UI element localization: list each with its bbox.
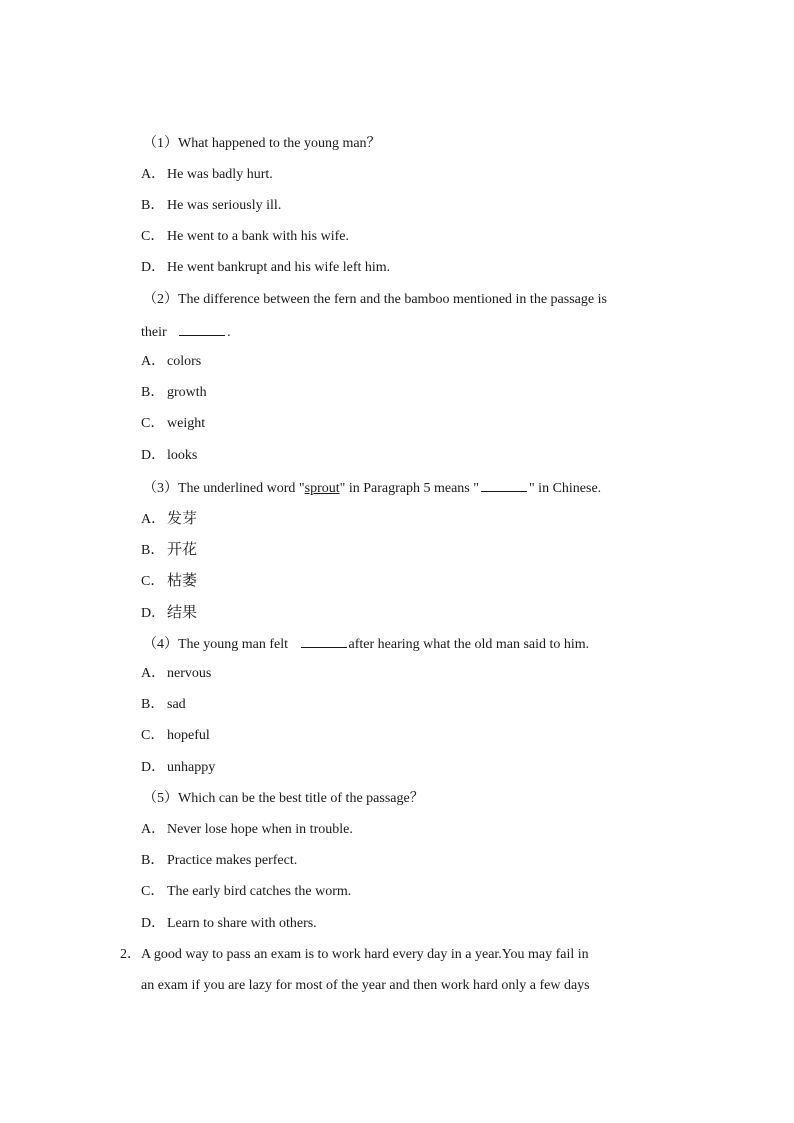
q3-stem-middle: " in Paragraph 5 means " <box>339 481 479 496</box>
q5-option-b[interactable] <box>141 852 297 870</box>
option-text: He went bankrupt and his wife left him. <box>167 260 391 275</box>
q2-option-b[interactable] <box>141 384 207 402</box>
option-label: A． <box>141 512 166 527</box>
q4-stem-start: （4）The young man felt <box>143 637 289 652</box>
option-label: C． <box>141 229 165 244</box>
q4-option-c[interactable] <box>141 727 210 745</box>
option-text: unhappy <box>167 760 216 775</box>
option-text: 发芽 <box>167 509 198 527</box>
passage-number: 2． <box>120 947 141 962</box>
q2-stem-end: . <box>227 325 231 340</box>
option-label: C． <box>141 574 165 589</box>
q2-stem-line1: （2）The difference between the fern and the bamboo mentioned in the passage is <box>143 292 607 307</box>
option-label: D． <box>141 448 166 463</box>
option-label: D． <box>141 606 166 621</box>
passage-2-line2: an exam if you are lazy for most of the year and then work hard only a few days <box>141 978 590 993</box>
answer-blank[interactable] <box>179 322 225 336</box>
q2-option-d[interactable] <box>141 447 197 465</box>
option-label: A． <box>141 822 166 837</box>
q1-option-b[interactable] <box>141 197 281 215</box>
option-label: D． <box>141 260 166 275</box>
option-text: 枯萎 <box>167 571 198 589</box>
option-label: B． <box>141 697 165 712</box>
answer-blank[interactable] <box>301 634 347 648</box>
q4-option-a[interactable] <box>141 665 211 683</box>
q3-stem <box>143 478 601 498</box>
q5-stem: （5）Which can be the best title of the passage？ <box>143 791 424 806</box>
q3-option-a[interactable] <box>141 509 197 529</box>
option-text: He went to a bank with his wife. <box>167 229 349 244</box>
passage-2-line1 <box>120 946 589 964</box>
q5-option-a[interactable] <box>141 821 353 839</box>
q4-stem <box>143 634 589 654</box>
q2-option-c[interactable] <box>141 415 205 433</box>
option-text: hopeful <box>167 728 210 743</box>
option-text: 开花 <box>167 540 198 558</box>
answer-blank[interactable] <box>481 478 527 492</box>
option-text: nervous <box>167 666 212 681</box>
q3-option-c[interactable] <box>141 571 197 591</box>
option-label: B． <box>141 543 165 558</box>
option-text: The early bird catches the worm. <box>167 884 352 899</box>
option-label: B． <box>141 198 165 213</box>
option-text: Never lose hope when in trouble. <box>167 822 353 837</box>
option-text: looks <box>167 448 198 463</box>
option-text: 结果 <box>167 603 198 621</box>
option-text: weight <box>167 416 206 431</box>
q2-option-a[interactable] <box>141 353 201 371</box>
passage-text: A good way to pass an exam is to work hard every day in a year.You may fail in <box>141 947 589 962</box>
q5-option-c[interactable] <box>141 883 351 901</box>
option-label: C． <box>141 884 165 899</box>
option-label: A． <box>141 167 166 182</box>
option-label: B． <box>141 853 165 868</box>
q3-stem-start: （3）The underlined word " <box>143 481 305 496</box>
option-label: C． <box>141 416 165 431</box>
q3-stem-end: " in Chinese. <box>528 481 602 496</box>
q5-option-d[interactable] <box>141 915 317 933</box>
q1-option-d[interactable] <box>141 259 390 277</box>
option-text: growth <box>167 385 207 400</box>
option-label: A． <box>141 354 166 369</box>
option-label: C． <box>141 728 165 743</box>
option-text: He was badly hurt. <box>167 167 273 182</box>
q3-option-d[interactable] <box>141 603 197 623</box>
option-label: D． <box>141 760 166 775</box>
q1-option-a[interactable] <box>141 166 273 184</box>
option-label: D． <box>141 916 166 931</box>
option-label: B． <box>141 385 165 400</box>
underlined-word: sprout <box>304 481 340 496</box>
option-text: colors <box>167 354 202 369</box>
q1-stem: （1）What happened to the young man？ <box>143 136 381 151</box>
q1-option-c[interactable] <box>141 228 349 246</box>
option-text: Learn to share with others. <box>167 916 317 931</box>
q2-stem-line2 <box>141 322 231 342</box>
option-text: Practice makes perfect. <box>167 853 298 868</box>
q4-option-b[interactable] <box>141 696 186 714</box>
q4-option-d[interactable] <box>141 759 215 777</box>
q3-option-b[interactable] <box>141 540 197 560</box>
option-label: A． <box>141 666 166 681</box>
q4-stem-end: after hearing what the old man said to him. <box>348 637 590 652</box>
option-text: sad <box>167 697 186 712</box>
q2-stem-text: their <box>141 325 167 340</box>
option-text: He was seriously ill. <box>167 198 282 213</box>
